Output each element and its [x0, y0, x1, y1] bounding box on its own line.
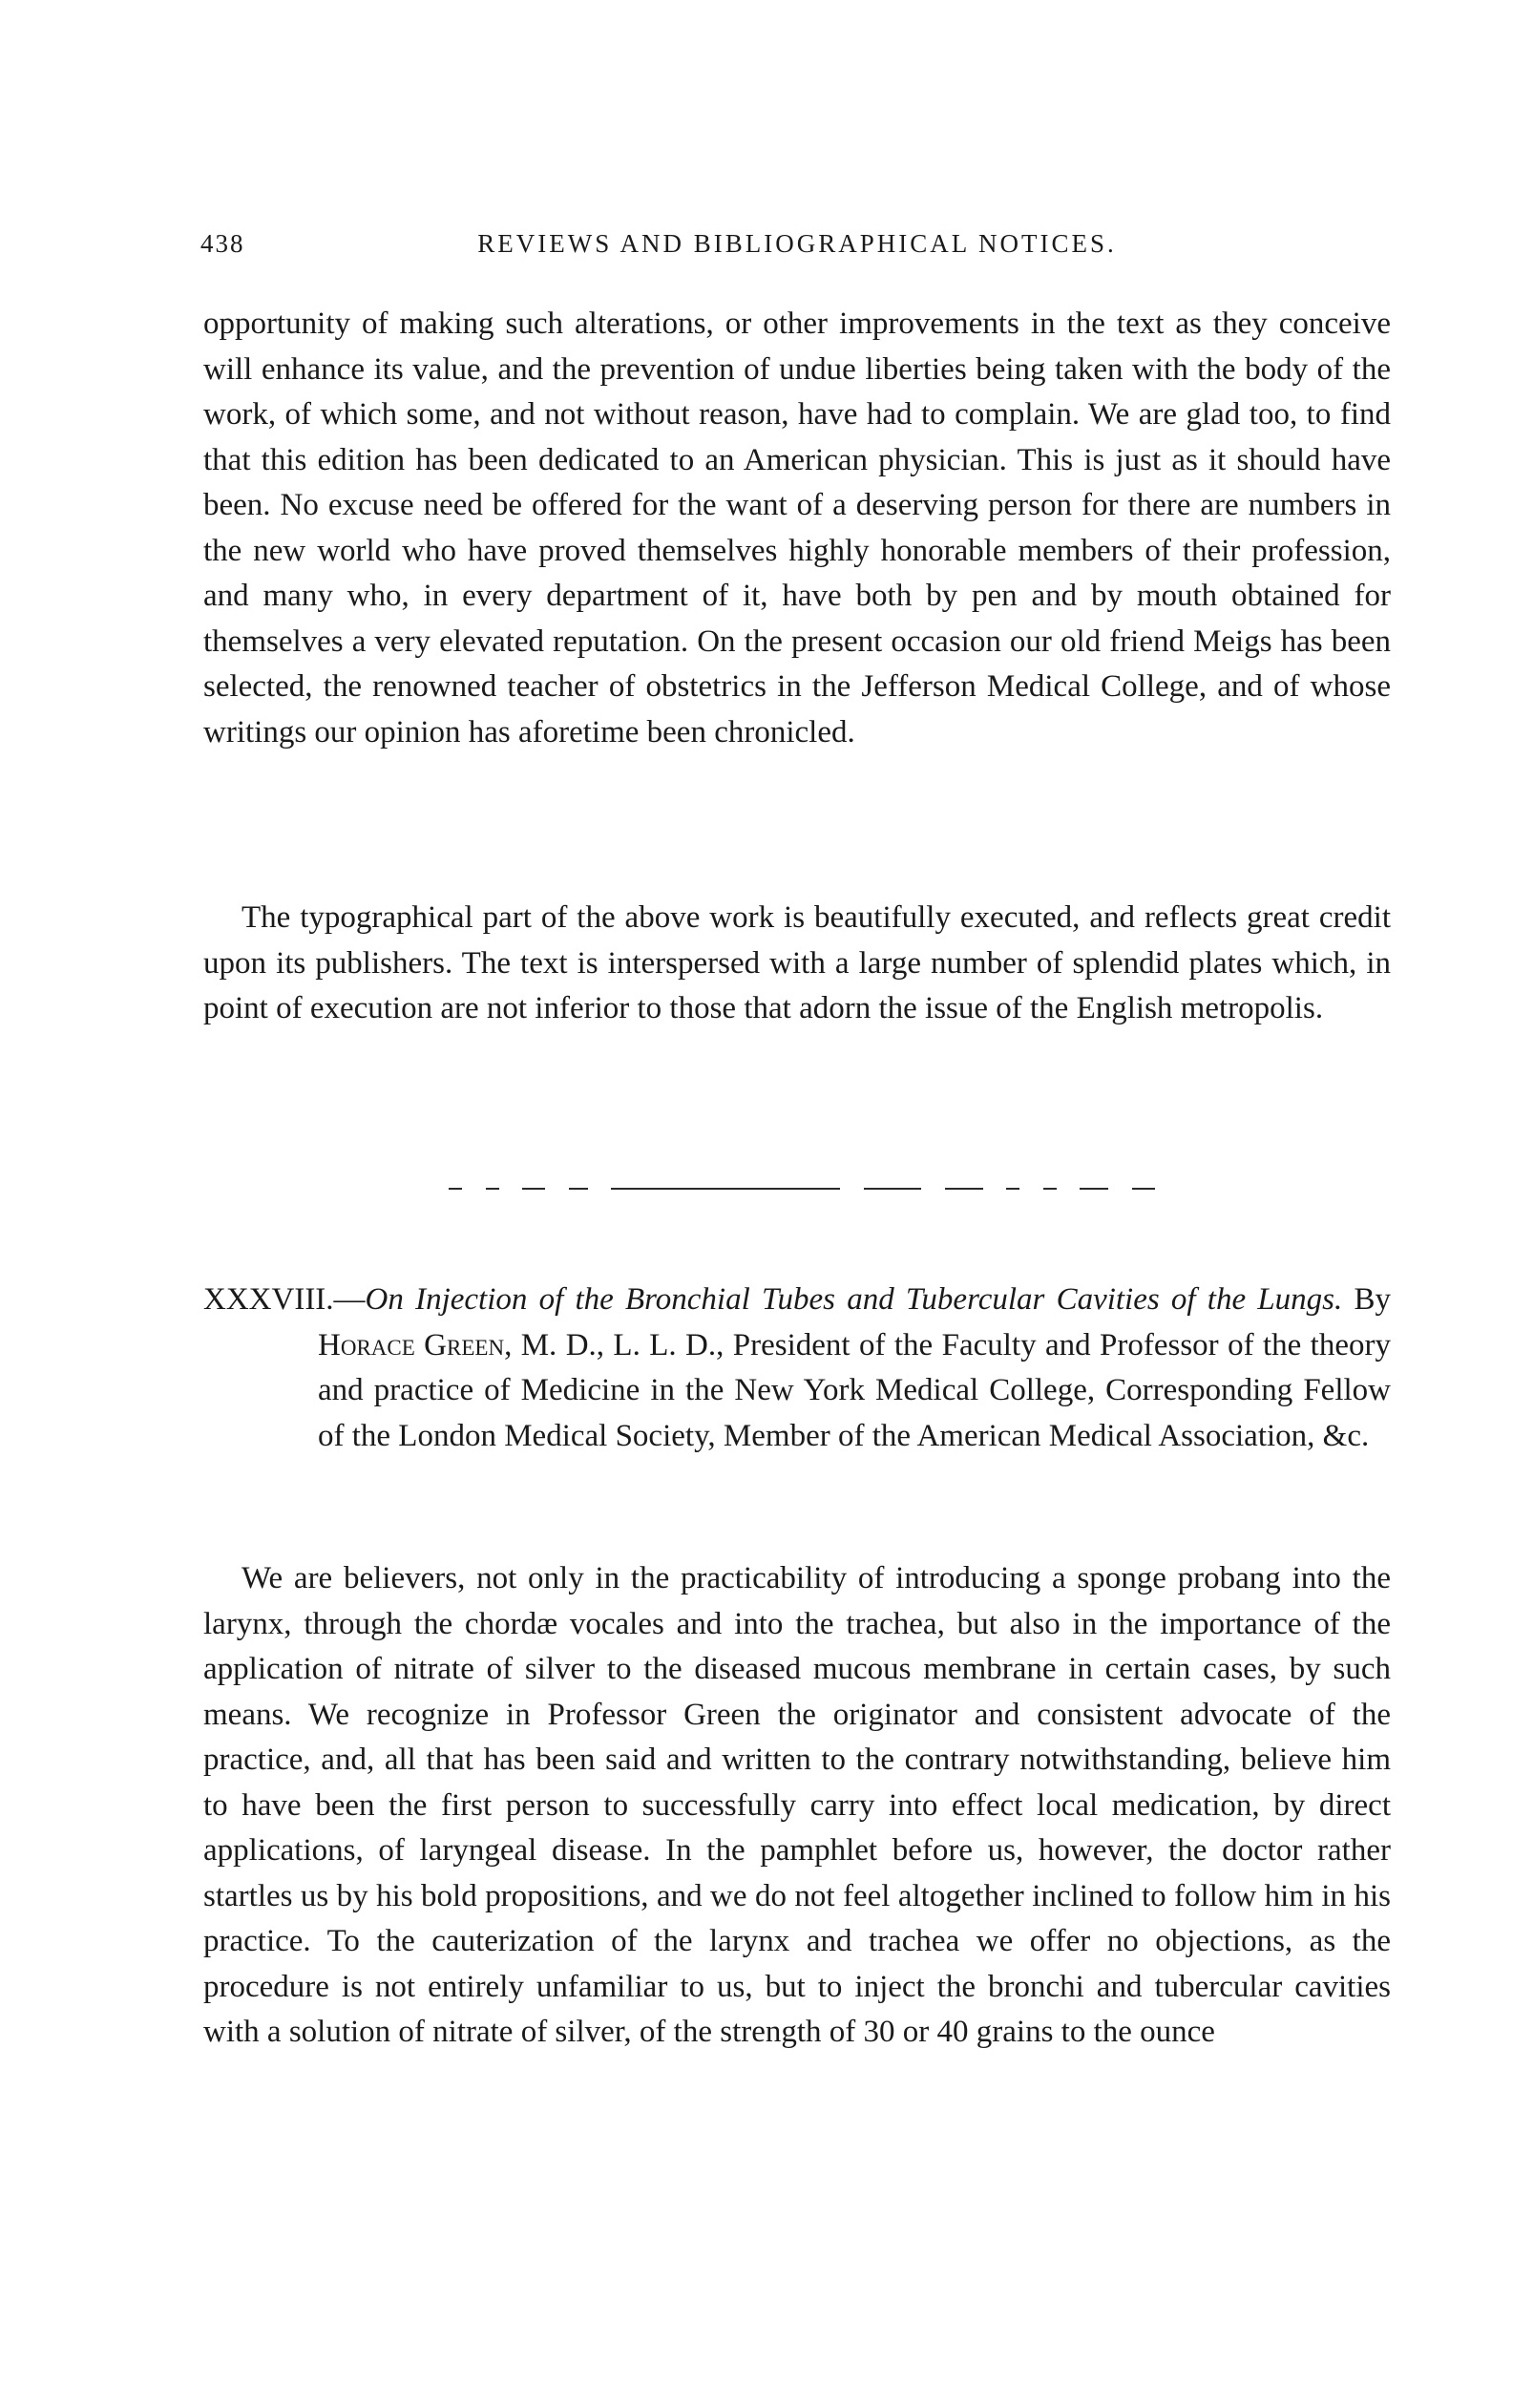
article-credentials: , M. D., L. L. D., President of the Faculty and Professor of the theory and practice of Medicine in the New York Medical College, Corresponding Fellow of the London Medical Society, Member of the American Medical Association, &c.	[318, 1327, 1391, 1453]
page-number: 438	[200, 229, 245, 258]
divider-dash	[1006, 1188, 1019, 1190]
article-by: By	[1342, 1282, 1392, 1317]
article-heading	[203, 1278, 1391, 1459]
divider-dash	[945, 1188, 983, 1190]
divider-dash	[611, 1188, 840, 1190]
divider-dash	[864, 1188, 921, 1190]
divider-dash	[569, 1188, 588, 1190]
paragraph-continuation: opportunity of making such alterations, or other improvements in the text as they conceive will enhance its value, and the prevention of undue liberties being taken with the body of the work, of which some, and not without reason, have had to complain. We are glad too, to find that this edition has been dedicated to an American physician. This is just as it should have been. No excuse need be offered for the want of a deserving person for there are numbers in the new world who have proved themselves highly honorable members of their profession, and many who, in every department of it, have both by pen and by mouth obtained for themselves a very elevated reputation. On the present occasion our old friend Meigs has been selected, the renowned teacher of obstetrics in the Jefferson Medical College, and of whose writings our opinion has aforetime been chronicled.	[203, 306, 1391, 750]
divider-dash	[1080, 1188, 1108, 1190]
divider-dash	[486, 1188, 499, 1190]
article-author: Horace Green	[318, 1327, 505, 1362]
divider-dash	[1043, 1188, 1057, 1190]
divider-dash	[1132, 1188, 1155, 1190]
running-title: REVIEWS AND BIBLIOGRAPHICAL NOTICES.	[477, 229, 1117, 258]
paragraph-review-body: We are believers, not only in the practicability of introducing a sponge probang into the larynx, through the chordæ vocales and into the trachea, but also in the importance of the application of nitrate of silver to the diseased mucous membrane in certain cases, by such means. We recognize in Professor Green the originator and consistent advocate of the practice, and, all that has been said and written to the contrary notwithstanding, believe him to have been the first person to successfully carry into effect local medication, by direct applications, of laryngeal disease. In the pamphlet before us, however, the doctor rather startles us by his bold propositions, and we do not feel altogether inclined to follow him in his practice. To the cauterization of the larynx and trachea we offer no objections, as the procedure is not entirely unfamiliar to us, but to inject the bronchi and tubercular cavities with a solution of nitrate of silver, of the strength of 30 or 40 grains to the ounce	[203, 1561, 1391, 2049]
running-head	[200, 229, 1394, 267]
divider-dash	[449, 1188, 462, 1190]
article-number: XXXVIII.—	[203, 1282, 366, 1317]
paragraph-typography: The typographical part of the above work is beautifully executed, and reflects great credit upon its publishers. The text is interspersed with a large number of splendid plates which, in point of execution are not inferior to those that adorn the issue of the English metropolis.	[203, 900, 1391, 1025]
divider-dash	[522, 1188, 545, 1190]
section-divider	[449, 1186, 1155, 1192]
article-title: On Injection of the Bronchial Tubes and Tubercular Cavities of the Lungs.	[365, 1282, 1343, 1317]
